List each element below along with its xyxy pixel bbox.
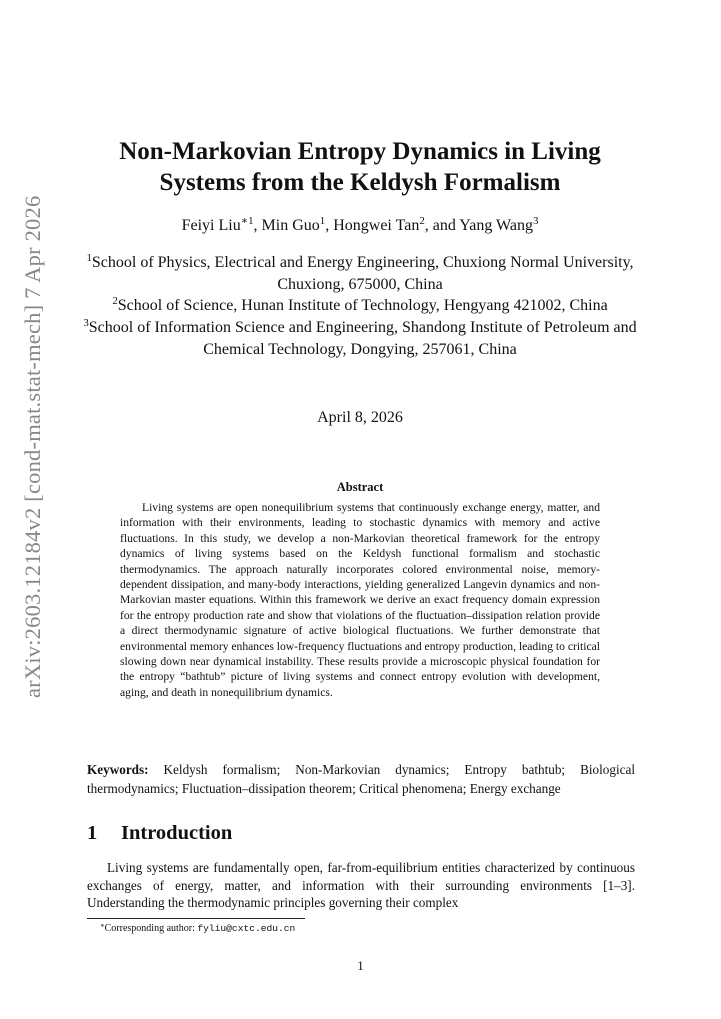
author-separator: ,: [325, 217, 334, 234]
affiliation-mark: 1: [86, 252, 92, 265]
section-number: 1: [87, 822, 98, 844]
affiliation-text: School of Information Science and Engineering, Shandong Institute of Petroleum and Chemical Technology, Dongying, 257061, China: [88, 319, 637, 358]
affiliation: [80, 295, 640, 317]
abstract-body: Living systems are open nonequilibrium systems that continuously exchange energy, matter, and information with their environments, leading to stochastic dynamics with memory and active fluctuations. In this study, we develop a non-Markovian theoretical framework for the entropy dynamics of living systems based on the Keldysh functional formalism and stochastic thermodynamics. The approach naturally incorporates colored environmental noise, memory-dependent dissipation, and many-body interactions, yielding generalized Langevin dynamics and non-Markovian master equations. Within this framework we derive an exact frequency domain expression for the entropy production rate and show that violations of the fluctuation–dissipation relation provide a direct thermodynamic signature of active biological fluctuations. We further demonstrate that environmental memory enhances low-frequency fluctuations and entropy production, leading to critical slowing down near dynamical instability. These results provide a microscopic physical foundation for the entropy “bathtub” picture of living systems and connect entropy evolution with development, aging, and death in nonequilibrium dynamics.: [120, 501, 601, 699]
footnote: [100, 922, 295, 935]
affiliation: [80, 252, 640, 295]
footnote-mark: ∗: [100, 922, 105, 930]
introduction-paragraph: Living systems are fundamentally open, far-from-equilibrium entities characterized by continuous exchanges of energy, matter, and information with their surrounding environments [1–3]. Understanding the thermodynamic principles governing their complex: [87, 860, 635, 910]
affiliation-text: School of Science, Hunan Institute of Technology, Hengyang 421002, China: [117, 297, 608, 315]
affiliation-mark: 3: [83, 317, 89, 330]
author-name: Yang Wang: [459, 217, 533, 234]
paper-date: April 8, 2026: [317, 409, 403, 426]
paper-title: [60, 136, 660, 198]
abstract-heading: Abstract: [336, 480, 384, 494]
page-number: 1: [357, 958, 364, 973]
affiliation: [80, 317, 640, 360]
author-affiliation-mark: 3: [532, 215, 539, 228]
section-heading: [87, 821, 232, 845]
arxiv-identifier: arXiv:2603.12184v2 [cond-mat.stat-mech] 7 Apr 2026: [20, 195, 45, 698]
affiliation-mark: 2: [112, 295, 118, 308]
author-list: [60, 216, 660, 236]
author-separator: ,: [253, 217, 262, 234]
footnote-rule: [87, 918, 305, 919]
author-separator: , and: [424, 217, 460, 234]
affiliation-list: [80, 252, 640, 361]
keywords: [87, 760, 635, 798]
author-name: Feiyi Liu: [181, 217, 241, 234]
author-affiliation-mark: ∗1: [240, 215, 254, 228]
footnote-label: Corresponding author:: [104, 923, 198, 934]
corresponding-email: fyliu@cxtc.edu.cn: [197, 923, 296, 934]
author-name: Hongwei Tan: [333, 217, 420, 234]
keywords-label: Keywords:: [87, 762, 149, 777]
author-affiliation-mark: 1: [319, 215, 326, 228]
section-title: Introduction: [121, 822, 233, 844]
affiliation-text: School of Physics, Electrical and Energy Engineering, Chuxiong Normal University, Chuxiong, 675000, China: [91, 254, 634, 293]
author-name: Min Guo: [261, 217, 320, 234]
keywords-text: Keldysh formalism; Non-Markovian dynamics; Entropy bathtub; Biological thermodynamics; Fluctuation–dissipation theorem; Critical phenomena; Energy exchange: [87, 762, 636, 796]
title-line-2: Systems from the Keldysh Formalism: [159, 169, 561, 196]
author-affiliation-mark: 2: [419, 215, 425, 228]
title-line-1: Non-Markovian Entropy Dynamics in Living: [119, 138, 601, 165]
